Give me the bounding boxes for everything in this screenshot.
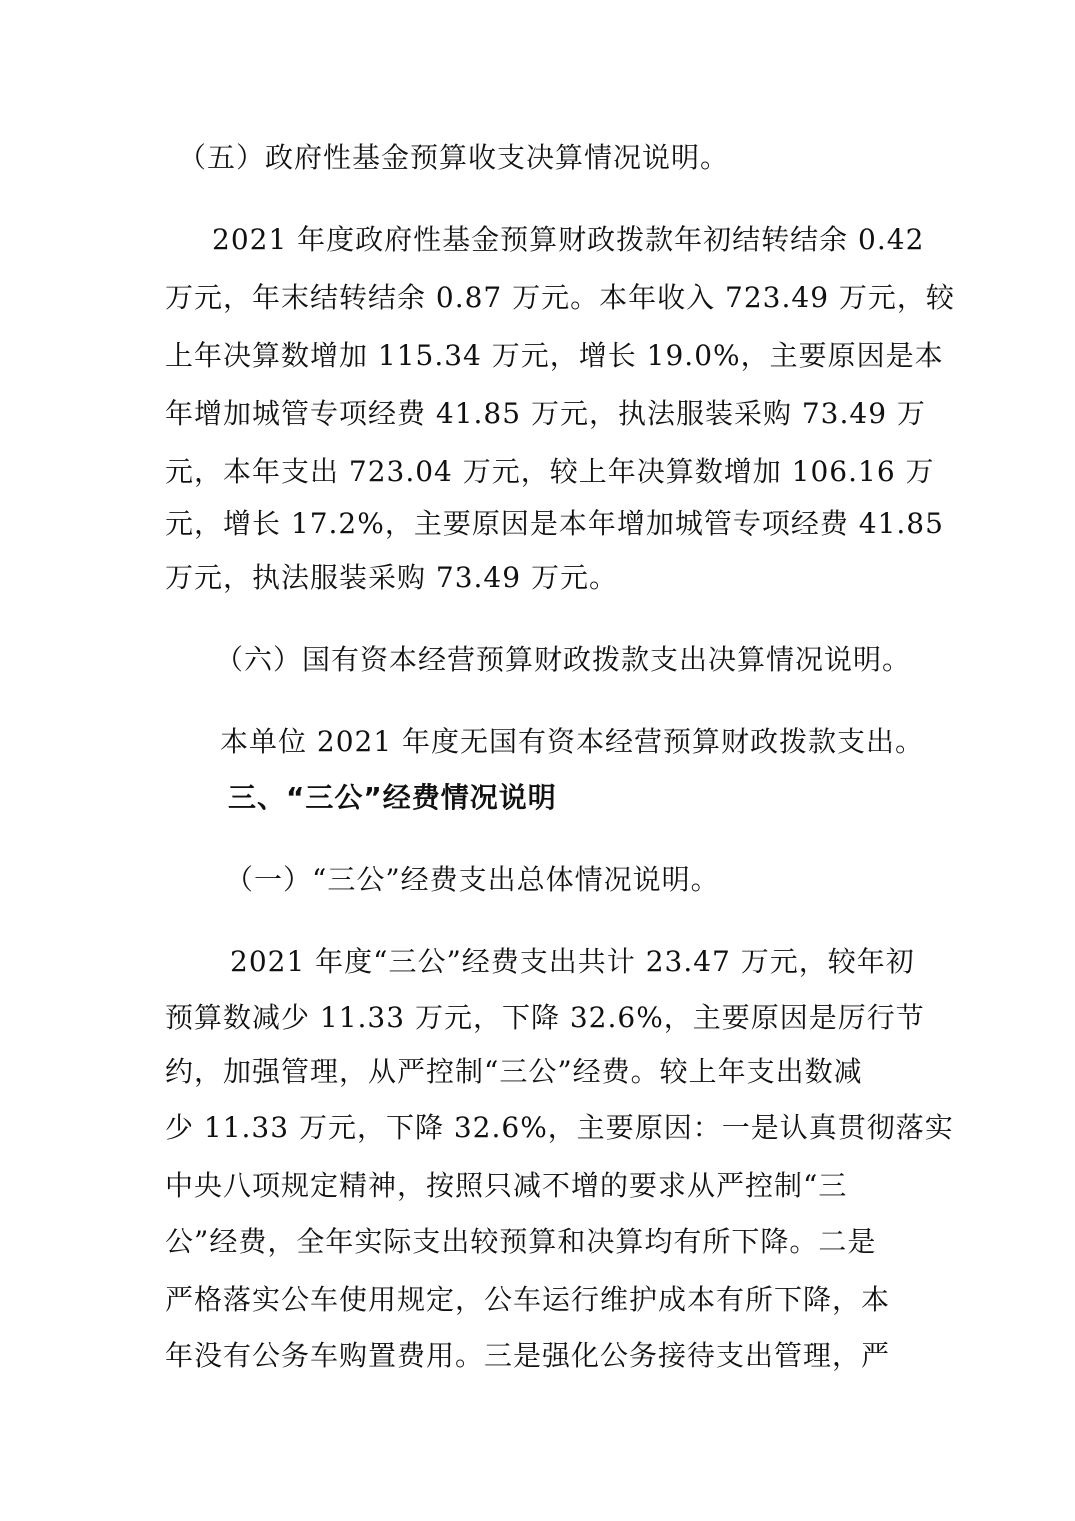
section-3-title: 三、“三公”经费情况说明	[228, 781, 557, 814]
section-3-1-line-3: 约，加强管理，从严控制“三公”经费。较上年支出数减	[165, 1055, 863, 1088]
section-3-1-heading: （一）“三公”经费支出总体情况说明。	[225, 863, 720, 896]
section-3-1-line-6: 公”经费，全年实际支出较预算和决算均有所下降。二是	[165, 1225, 877, 1258]
section-6-heading: （六）国有资本经营预算财政拨款支出决算情况说明。	[215, 643, 912, 676]
section-5-line-1: 2021 年度政府性基金预算财政拨款年初结转结余 0.42	[212, 223, 925, 256]
section-5-line-3: 上年决算数增加 115.34 万元，增长 19.0%，主要原因是本	[165, 339, 944, 372]
section-3-1-line-7: 严格落实公车使用规定，公车运行维护成本有所下降，本	[165, 1283, 891, 1316]
section-5-line-5: 元，本年支出 723.04 万元，较上年决算数增加 106.16 万	[165, 455, 935, 488]
section-3-1-line-4: 少 11.33 万元，下降 32.6%，主要原因：一是认真贯彻落实	[165, 1111, 954, 1144]
section-5-line-7: 万元，执法服装采购 73.49 万元。	[165, 561, 618, 594]
section-3-1-line-5: 中央八项规定精神，按照只减不增的要求从严控制“三	[165, 1169, 848, 1202]
section-5-heading: （五）政府性基金预算收支决算情况说明。	[178, 141, 730, 174]
section-3-1-line-2: 预算数减少 11.33 万元，下降 32.6%，主要原因是厉行节	[165, 1001, 925, 1034]
section-5-line-4: 年增加城管专项经费 41.85 万元，执法服装采购 73.49 万	[165, 397, 926, 430]
section-6-body: 本单位 2021 年度无国有资本经营预算财政拨款支出。	[220, 725, 925, 758]
section-5-line-6: 元，增长 17.2%，主要原因是本年增加城管专项经费 41.85	[165, 507, 944, 540]
section-3-1-line-8: 年没有公务车购置费用。三是强化公务接待支出管理，严	[165, 1339, 891, 1372]
section-5-line-2: 万元，年末结转结余 0.87 万元。本年收入 723.49 万元，较	[165, 281, 955, 314]
section-3-1-line-1: 2021 年度“三公”经费支出共计 23.47 万元，较年初	[230, 945, 915, 978]
